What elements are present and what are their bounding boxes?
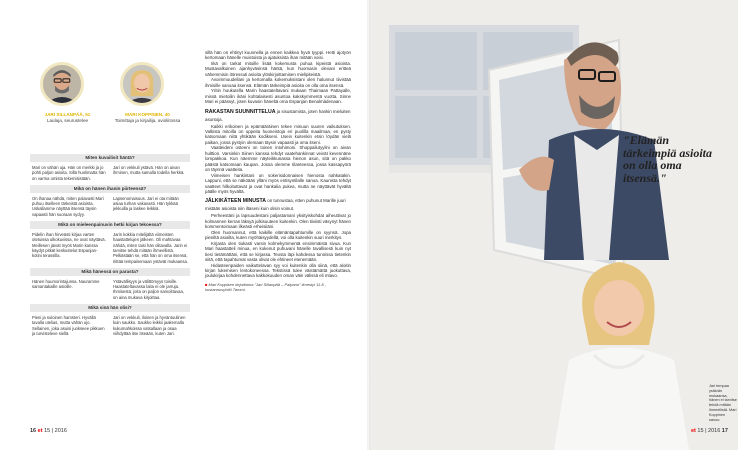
section-lead <box>205 108 351 124</box>
spine-shadow <box>367 0 371 450</box>
answer-mari: Jari on vekkuli ystävä. Hän on aivan ihminen, mutta samalla todella herkkä. <box>113 165 185 176</box>
caption-jari <box>30 112 105 124</box>
article-body <box>205 50 351 292</box>
paragraph: Hidasteenpaiden vaikuttelavan syy voi kuitenkin olla siinä, että aloitin kirjan lukemisen lentokoneessa. Tekstissä tulee väistämättä juokuttava, joulukirjaa kohdennettava kakkokuuden oman väin välissä eli mtavo. <box>205 262 351 279</box>
interviewee-portraits <box>30 62 190 150</box>
paragraph: Vaatteideni osteeni on toinen intohimoni. Shoppailutyylini on aivan hulttion. Varsinkin Siinen kanssa tehdyt vaatehankinnat veivät kevennäne lompakkoa. Kun näemme näyteikkunassa hienon asun, sitä on pakko päästä katsomaan kaupan. Jossa olemme tilanteessa, jossa kassapyörä on täynnä vaatteita. <box>205 145 351 173</box>
issue-number: 15 | 2016 <box>44 428 67 434</box>
answer-mari: Lapsenomaisuus. Jari ei ota mitään asiaa turhan vakavasti. Hän tykkää jekkuilla ja laskee leikkiä. <box>113 195 179 212</box>
answer-mari: Ystävällisyys ja välittömyys toisille. Haastateltavassa laita ei ole jarruja. Ihmisestä, joita on paljon samoittavaa, on aina mukava kirjoittaa. <box>113 278 184 300</box>
interviewee-name: MARI KOPPINEN, 40 <box>125 112 170 117</box>
bullet-icon: ■ <box>205 281 208 287</box>
paragraph: Olen huomannut, että kaikille elämäntapahtumille on syynsä. Jopa pieniltä asioilta, kuten myöhäisyydellä, voi olla kuitenkin suuri merkitys. <box>205 229 351 241</box>
interviewee-name: JARI SILLANPÄÄ, 51 <box>44 112 91 117</box>
interviewee-role: Toimittaja ja kirjailija, avioliitossa <box>114 118 181 123</box>
section-lead <box>205 197 351 213</box>
question: Mikä hänessä on parasta? <box>30 268 190 276</box>
lead-rest: ja sisustamista, joten hankin mieluiten asuntoja. <box>205 108 351 122</box>
page-number: 17 <box>721 428 728 434</box>
answer-jari: On ihanaa nähdä, miten palavasti Mari puhuu itselleen tärkeistä asioista. Uskallamme näyttää itsensä täysin vapaasti hän suoraan sydyy. <box>32 195 104 217</box>
book-credit <box>205 282 351 292</box>
qa-item <box>30 185 190 217</box>
qa-item <box>30 221 190 264</box>
answer-jari: Hänen huumorintajunsa. Nauramme samantakaille asioille. <box>32 278 100 290</box>
magazine-logo: et <box>691 428 696 434</box>
paragraph: Kirjasta olen tiukasti varsin kolmekymmentä ensimmäistä sivua. Kun Mari haastatteli minua, en kokenut puhuvani hänelle tavallisesti kuin nyt tiesi tietämättäni, että se kirjassa. Teosta läpi kahdessa tunnissa tietenkin siitä, että tapahtumat vasta olivat ole ehtineet etenemään. <box>205 240 351 263</box>
question: Mikä sinä hän olisi? <box>30 304 190 312</box>
paragraph: Avoimmuudellani ja kertomalla kokemuksistani olen halunnut tiivistää ihmisille sanoaa itsensä. Elämän tärkeimpiä asioita on olla oma itsensä. <box>205 77 351 88</box>
caption-mari <box>110 112 185 124</box>
paragraph: Viimeisen hankintani on sokerisidonnaisen hienosta nahkatakin. Lappuni, että se näköään ylläni myös entisyntilalle sanoa. Kaunista tehdyt vaatteet hilkoituttavat ja ovat hankalia pukea, mutta ne näyttävät hyvältä päälle myös hyvältä. <box>205 172 351 194</box>
photo-caption: Jari tempaa ystävän mukaansa, hänen ei tarvitse tehdä mitään ihmeellistä. Mari Koppinen sanoo. <box>709 384 737 422</box>
question: Miten kuvailisit häntä? <box>30 154 190 162</box>
qa-item <box>30 154 190 181</box>
paragraph: Yritin houkutella Marin haastateltavani mukaan Thaimaan Pattayalle, missä mietoilin ikäni kohtalaisesti asuntoa kakskymmentä vuotta. Sinne Mari ei päässyt, joten kuvasin häneltä oma Espanjan Benalmádenaan. <box>205 88 351 105</box>
qa-item <box>30 304 190 336</box>
answer-jari: Pidelin ihan hirveästi kirjaa varten otetuissa ulkokuvissa, ne ovat näyttävä. Meillesen jäivät myös Marin kanssa käydyt pitkät keskustelut Espanjan-kotini terassilla. <box>32 232 106 259</box>
qa-column <box>30 62 190 336</box>
paragraph: Iikä on tarkat mitoille lisää kokemusta puhua kipeistä asioista. Mustavalkoinen ajanhyväsinsä häntä, kun huomasin olevani eritteä vähemmisin itöressuti asioita ylöskirjoittamisen mielipiteistä. <box>205 60 351 77</box>
qa-item <box>30 268 190 300</box>
question: Mikä on hänen ihanin piirteensä? <box>30 185 190 193</box>
lead-caps: RAKASTAN SUUNNITTELUA <box>205 108 276 115</box>
paragraph: sillä hän on ehtinyt kuunnella ja ennen kaikkea hyvä tyyppi. Hetti ajotyön kertomaan hänelle muistoista ja ajatuksista ihan mitään voisi. <box>205 50 351 61</box>
page-folio-left <box>30 428 67 434</box>
lead-rest: on tunnustaa, etten puhunut Marille juuri mistään asioista niin iltaseni kuin olisin voinut. <box>205 198 346 212</box>
paragraph: Perheestäni ja lapsuudestani paljastamani yksityiskohdat aiheuttivat jo kolmannen kerran läksyä julkisuuteen kuitenkin. Olen tiiviisti väsynyt hänen kommentoimaan ilkeästi erheisiiäni. <box>205 213 351 230</box>
page-folio-right <box>691 428 728 434</box>
credit-text: Mari Koppisen kirjoittama "Jari Sillanpää – Palpano" ilmestyi 11.8., kustannusyhtiö Tammi. <box>205 281 326 292</box>
answer-jari: Mari on vähän uja. Hän on merkki ja jo pohti paljon asioita. Sillä huolimatta hän on varma omista tekemisistään. <box>32 165 106 181</box>
magazine-logo: et <box>37 428 43 434</box>
answer-mari: Jarin kokkia mitelijältä viimeisten haastattelujen jälkeen. Oli mahtavaa nähdä, miten taisi hän olitavalla. Jarin ei tarvitse tehdä mitään ihmeellistä. Pelkästään se, että hän on oma itsensä, riittää tempaisemaan ystävät mukaansa. <box>113 232 188 264</box>
avatar-jari <box>40 62 84 106</box>
cover-photo <box>369 0 738 450</box>
answer-jari: Pieni ja suloinen hamsteri. Hyvällä tavalla utelias, mutta vähän ujo. Sellainen, joka asuisi juokseee pikkuen ja turvisteleve siellä. <box>32 315 105 336</box>
lead-caps: JÄLKIKÄTEEN MINUSTA <box>205 198 266 205</box>
avatar-mari <box>120 62 164 106</box>
right-page <box>369 0 738 450</box>
interviewee-role: Laulaja, seurustelee <box>46 118 89 123</box>
issue-number: 15 | 2016 <box>697 428 721 434</box>
answer-mari: Jari on vekkuli, iloinen ja hyväntuulinen kuin saukko. Saukko leikkii jaakemalla kukumahkoissa vatsallaan ja osaa viihdyttää itse itseään, kuten Jari. <box>113 315 186 336</box>
question: Mikä on mieleenpainuvin hetki kirjan tekoessa? <box>30 221 190 229</box>
paragraph: Kaikki erikoinen ja epämääräinen tekee minuun suuren vaikutuksen. Valkista mitoilla on uppeita huoneistoja eri puolilla maailmaa, en pysty katsomaan niitä yhtikään kodikseni. Usein kuitenkin etsin löydän vielä paikan, jossa pystyin olemaan täysin vapaasti ja oma itseni. <box>205 123 351 145</box>
pull-quote: "Elämän tärkeimpiä asioita on olla oma itsensä." <box>623 133 713 185</box>
page-number: 16 <box>30 428 37 434</box>
